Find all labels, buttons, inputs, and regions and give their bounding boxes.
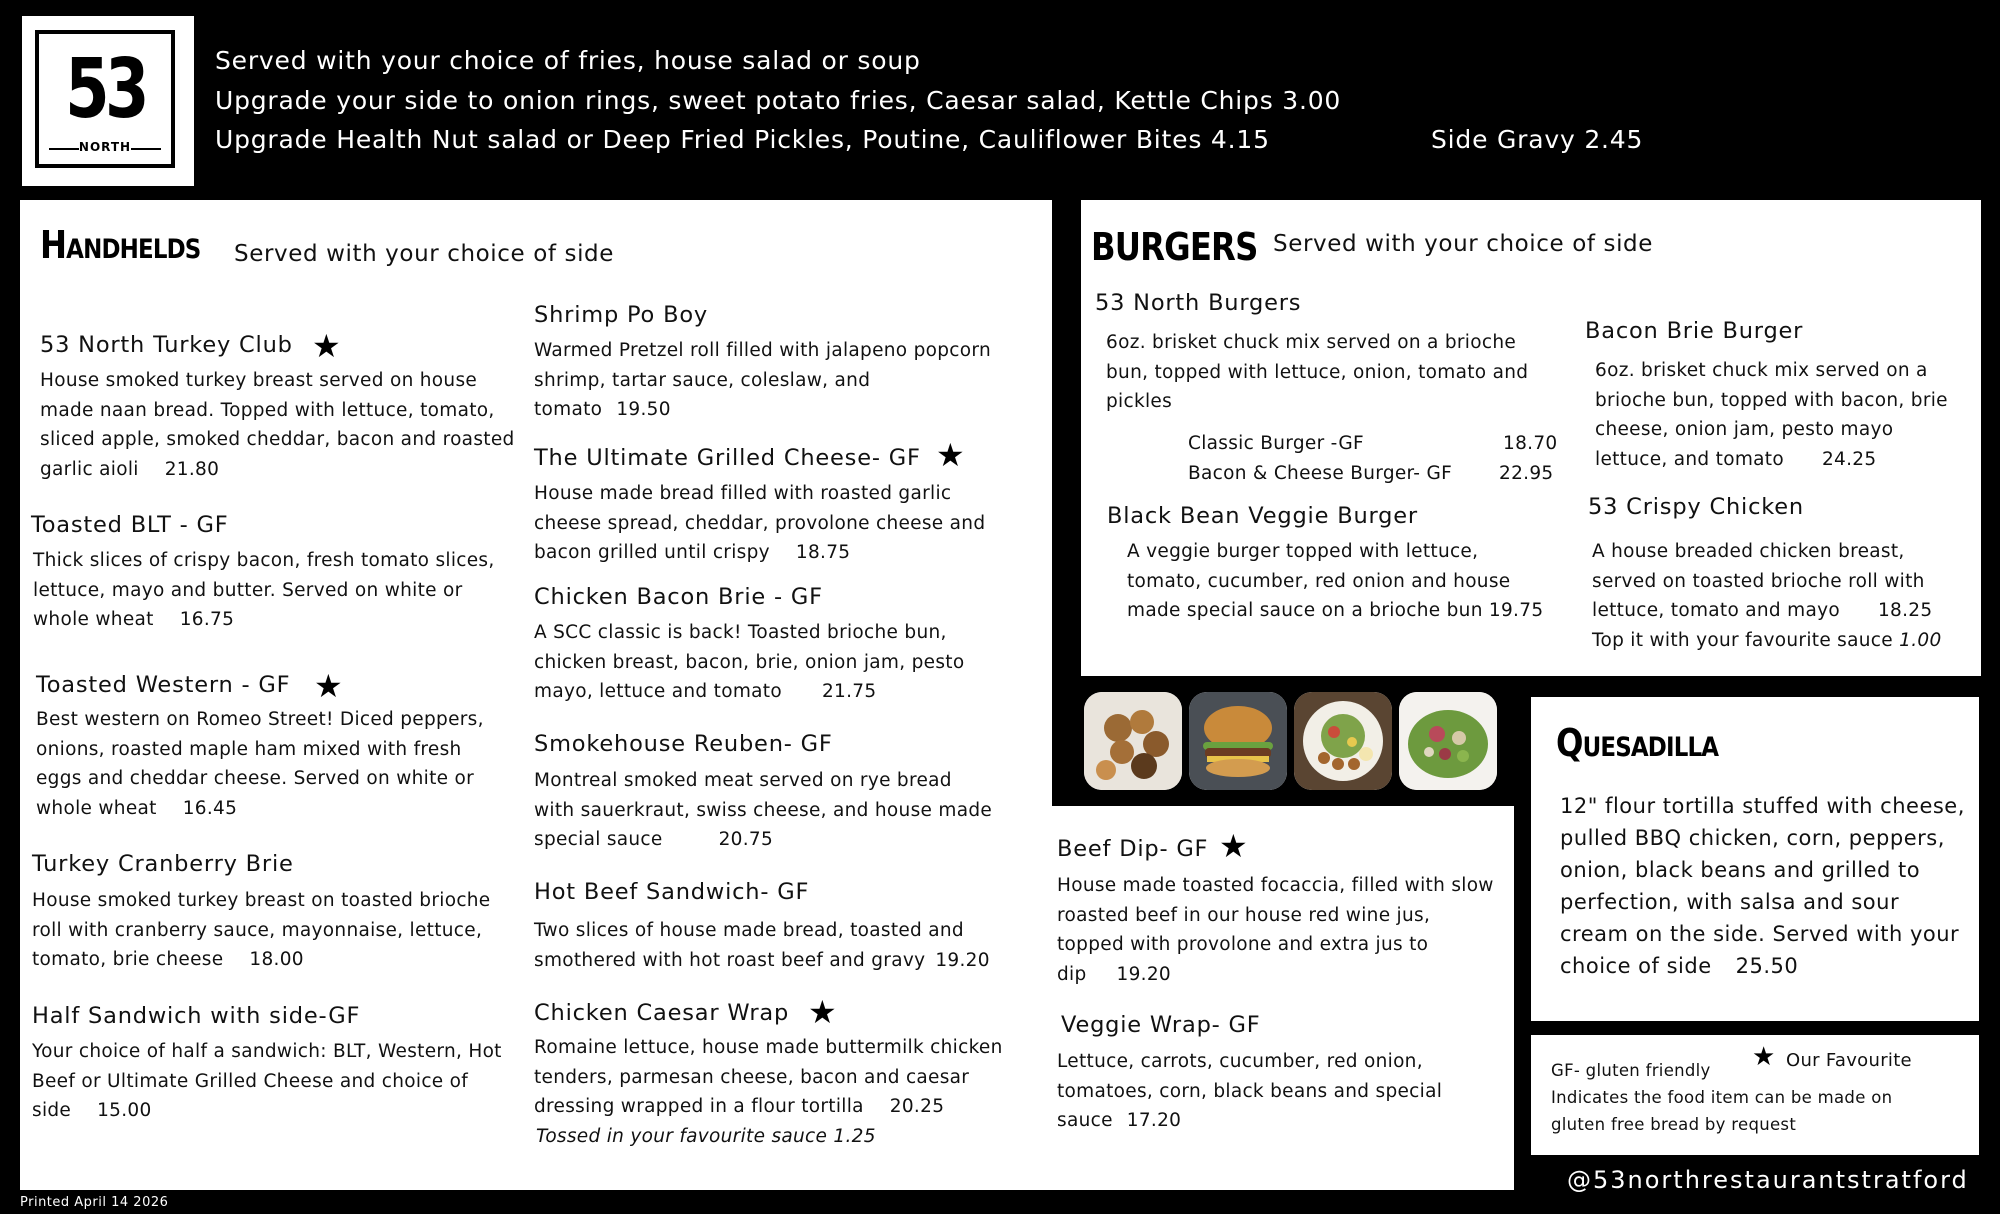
item-description bbox=[1592, 537, 1972, 626]
item-desc-text: A SCC classic is back! Toasted brioche bun, chicken breast, bacon, brie, onion jam, pesto mayo, lettuce and tomato bbox=[534, 622, 965, 702]
header-sides-line: Served with your choice of fries, house salad or soup bbox=[215, 46, 921, 75]
item-description bbox=[32, 886, 522, 975]
item-description bbox=[534, 479, 1024, 568]
handhelds-subtitle: Served with your choice of side bbox=[234, 241, 615, 267]
item-desc-text: 6oz. brisket chuck mix served on a brioche bun, topped with bacon, brie cheese, onion jam, pesto mayo lettuce, and tomato bbox=[1595, 360, 1948, 470]
item-desc-text: Thick slices of crispy bacon, fresh tomato slices, lettuce, mayo and butter. Served on white or whole wheat bbox=[33, 550, 495, 630]
logo-number: 53 bbox=[65, 42, 145, 137]
item-name: 53 North Burgers bbox=[1095, 290, 1302, 316]
legend-line: Indicates the food item can be made on bbox=[1551, 1088, 1893, 1107]
item-name: Shrimp Po Boy bbox=[534, 302, 708, 328]
item-name: 53 North Turkey Club bbox=[40, 332, 293, 358]
legend-gf: GF- gluten friendly bbox=[1551, 1061, 1711, 1080]
item-description bbox=[534, 1033, 1034, 1122]
item-name: Veggie Wrap- GF bbox=[1061, 1012, 1261, 1038]
item-description bbox=[36, 705, 506, 823]
favourite-star-icon: ★ bbox=[1219, 827, 1248, 865]
burger-photo bbox=[1189, 692, 1287, 790]
item-desc-text: Romaine lettuce, house made buttermilk chicken tenders, parmesan cheese, bacon and caesar dressing wrapped in a flour tortilla bbox=[534, 1037, 1003, 1117]
item-price: 18.75 bbox=[795, 542, 851, 563]
burger-option-price: 22.95 bbox=[1499, 463, 1554, 484]
item-price: 19.50 bbox=[616, 399, 671, 420]
burger-option: Bacon & Cheese Burger- GF bbox=[1188, 463, 1453, 484]
item-description bbox=[1057, 1047, 1477, 1136]
item-desc-text: House made bread filled with roasted garlic cheese spread, cheddar, provolone cheese and bacon grilled until crispy bbox=[534, 483, 986, 563]
logo bbox=[22, 16, 194, 186]
menu-item bbox=[36, 667, 516, 705]
logo-frame bbox=[35, 30, 175, 168]
item-name: 53 Crispy Chicken bbox=[1588, 494, 1804, 520]
favourite-star-icon: ★ bbox=[1752, 1042, 1776, 1072]
menu-item bbox=[40, 327, 520, 365]
item-desc-text: A house breaded chicken breast, served on toasted brioche roll with lettuce, tomato and mayo bbox=[1592, 541, 1925, 621]
favourite-star-icon: ★ bbox=[314, 667, 343, 705]
item-note bbox=[1592, 626, 1942, 656]
item-description bbox=[1057, 871, 1502, 989]
favourite-star-icon: ★ bbox=[808, 993, 837, 1031]
instagram-handle: @53northrestaurantstratford bbox=[1567, 1166, 1969, 1194]
item-name: Chicken Bacon Brie - GF bbox=[534, 584, 823, 610]
logo-rule-right bbox=[131, 148, 161, 150]
item-price: 16.75 bbox=[179, 609, 235, 630]
item-description bbox=[1595, 356, 1965, 474]
header-upgrade-premium-line: Upgrade Health Nut salad or Deep Fried Pickles, Poutine, Cauliflower Bites 4.15 bbox=[215, 125, 1270, 154]
item-price: 15.00 bbox=[97, 1100, 152, 1121]
item-price: 19.75 bbox=[1488, 600, 1544, 621]
item-name: Beef Dip- GF bbox=[1057, 836, 1209, 862]
printed-date: Printed April 14 2026 bbox=[20, 1195, 169, 1210]
item-price: 18.25 bbox=[1877, 600, 1933, 621]
item-price: 20.75 bbox=[718, 829, 774, 850]
item-price: 21.75 bbox=[821, 681, 877, 702]
item-description: 6oz. brisket chuck mix served on a brioche bun, topped with lettuce, onion, tomato and pickles bbox=[1106, 332, 1529, 412]
item-description bbox=[534, 618, 1004, 707]
item-price: 18.00 bbox=[249, 949, 304, 970]
item-name: Toasted BLT - GF bbox=[31, 512, 229, 538]
item-note-text: Top it with your favourite sauce bbox=[1592, 630, 1893, 651]
header-side-gravy: Side Gravy 2.45 bbox=[1431, 125, 1644, 154]
logo-word: NORTH bbox=[78, 140, 132, 154]
item-price: 21.80 bbox=[164, 458, 220, 480]
item-description bbox=[33, 546, 523, 635]
legend-line: gluten free bread by request bbox=[1551, 1115, 1797, 1134]
item-description bbox=[40, 366, 520, 484]
item-desc-text: 12" flour tortilla stuffed with cheese, pulled BBQ chicken, corn, peppers, onion, black beans and grilled to perfection, with salsa and sour cream on the side. Served with your choice of side bbox=[1560, 794, 1965, 978]
item-description bbox=[32, 1037, 530, 1126]
item-description bbox=[534, 336, 994, 425]
item-desc-text: Your choice of half a sandwich: BLT, Western, Hot Beef or Ultimate Grilled Cheese and choice of side bbox=[32, 1041, 502, 1121]
item-price: 19.20 bbox=[1116, 963, 1171, 985]
item-name: Black Bean Veggie Burger bbox=[1107, 503, 1418, 529]
menu-item bbox=[534, 993, 1014, 1031]
item-description bbox=[1560, 790, 1970, 982]
item-desc-text: House made toasted focaccia, filled with slow roasted beef in our house red wine jus, topped with provolone and extra jus to dip bbox=[1057, 875, 1494, 985]
burger-option: Classic Burger -GF bbox=[1188, 433, 1364, 454]
burgers-subtitle: Served with your choice of side bbox=[1273, 231, 1654, 257]
item-price: 17.20 bbox=[1126, 1110, 1182, 1131]
item-desc-text: House smoked turkey breast on toasted brioche roll with cranberry sauce, mayonnaise, lettuce, tomato, brie cheese bbox=[32, 890, 491, 970]
item-price: 25.50 bbox=[1735, 954, 1799, 978]
item-desc-text: Montreal smoked meat served on rye bread with sauerkraut, swiss cheese, and house made special sauce bbox=[534, 770, 993, 850]
header-upgrade-line: Upgrade your side to onion rings, sweet potato fries, Caesar salad, Kettle Chips 3.00 bbox=[215, 86, 1342, 115]
item-desc-text: A veggie burger topped with lettuce, tomato, cucumber, red onion and house made special sauce on a brioche bun bbox=[1127, 541, 1511, 621]
item-name: Chicken Caesar Wrap bbox=[534, 1000, 790, 1026]
favourite-star-icon: ★ bbox=[936, 436, 965, 474]
handhelds-title: Handhelds bbox=[40, 223, 201, 267]
burger-option-price: 18.70 bbox=[1503, 433, 1558, 454]
item-name: Half Sandwich with side-GF bbox=[32, 1003, 361, 1029]
quesadilla-title: Quesadilla bbox=[1556, 721, 1719, 765]
item-description bbox=[1127, 537, 1547, 626]
item-desc-text: Warmed Pretzel roll filled with jalapeno popcorn shrimp, tartar sauce, coleslaw, and tomato bbox=[534, 340, 991, 420]
item-description bbox=[534, 916, 1024, 975]
house-salad-photo bbox=[1399, 692, 1497, 790]
salad-photo bbox=[1294, 692, 1392, 790]
item-desc-text: Best western on Romeo Street! Diced peppers, onions, roasted maple ham mixed with fresh eggs and cheddar cheese. Served on white or whole wheat bbox=[36, 709, 484, 819]
item-desc-text: House smoked turkey breast served on house made naan bread. Topped with lettuce, tomato, sliced apple, smoked cheddar, bacon and roasted garlic aioli bbox=[40, 370, 515, 480]
cauliflower-bites-photo bbox=[1084, 692, 1182, 790]
item-note-price: 1.00 bbox=[1899, 630, 1942, 651]
favourite-star-icon: ★ bbox=[312, 327, 341, 365]
item-name: Smokehouse Reuben- GF bbox=[534, 731, 833, 757]
item-price: 16.45 bbox=[182, 797, 238, 819]
item-name: The Ultimate Grilled Cheese- GF bbox=[534, 445, 921, 471]
burgers-title: BURGERS bbox=[1091, 225, 1258, 269]
item-note: Tossed in your favourite sauce 1.25 bbox=[536, 1126, 876, 1147]
item-description bbox=[534, 766, 994, 855]
item-name: Turkey Cranberry Brie bbox=[32, 851, 294, 877]
item-desc-text: Lettuce, carrots, cucumber, red onion, tomatoes, corn, black beans and special sauce bbox=[1057, 1051, 1443, 1131]
legend-favourite: Our Favourite bbox=[1786, 1050, 1912, 1071]
menu-item bbox=[534, 436, 1014, 474]
menu-item bbox=[1057, 827, 1248, 865]
item-desc-text: Two slices of house made bread, toasted and smothered with hot roast beef and gravy bbox=[534, 920, 964, 971]
item-name: Hot Beef Sandwich- GF bbox=[534, 879, 810, 905]
item-price: 19.20 bbox=[935, 949, 990, 971]
item-name: Bacon Brie Burger bbox=[1585, 318, 1804, 344]
item-price: 24.25 bbox=[1821, 448, 1877, 470]
item-name: Toasted Western - GF bbox=[36, 672, 291, 698]
item-price: 20.25 bbox=[889, 1096, 945, 1117]
